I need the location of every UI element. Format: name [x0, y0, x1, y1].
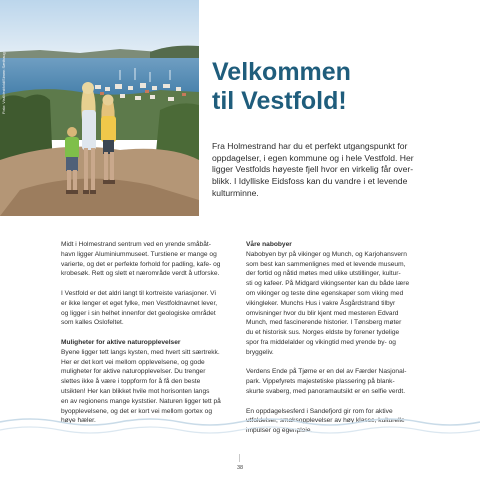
text-line: muligheter for aktive naturopplevelser. Du trenger — [61, 368, 206, 376]
text-line: havn ligger Aluminiummuseet. Turstiene er mange og — [61, 250, 217, 258]
title-line: til Vestfold! — [212, 87, 347, 115]
wave-line — [0, 419, 480, 425]
intro-line: kulturminne. — [212, 187, 259, 198]
text-line: omvisninger hvor du blir kjent med mesteren Edvard — [246, 309, 399, 317]
text-line: vikingleker. Munchs Hus i vakre Åsgårdstrand tilbyr — [246, 299, 396, 307]
text-line: og ligger i sin helhet innenfor det geologiske området — [61, 309, 216, 317]
text-line: utfoldelser, smaksopplevelser av høy klasse, kulturelle — [246, 417, 405, 425]
page-number: 38 — [236, 465, 244, 471]
photo-credit: Foto: VisitVestfold/Simen Sæthaug — [1, 52, 6, 114]
text-line: utsikten! Her kan blikket hvile mot horisonten langs — [61, 387, 210, 395]
text-line: Munch, med fascinerende historier. I Tønsberg møter — [246, 319, 402, 327]
section-heading: Våre nabobyer — [246, 241, 292, 248]
text-line: som kalles Oslofeltet. — [61, 319, 124, 327]
intro-line: oppdagelser, i egen kommune og i hele Vestfold. Her — [212, 152, 414, 163]
intro-line: ligger Vestfolds høyeste fjell hvor en virkelig får over- — [212, 164, 414, 175]
text-line: spor fra middelalder og vikingtid med yrende by- og — [246, 338, 396, 346]
page-title — [212, 58, 462, 116]
text-line: Byene ligger tett langs kysten, med hvert sitt særtrekk. — [61, 348, 220, 356]
paragraph — [61, 240, 233, 279]
text-line: høye hæler. — [61, 417, 96, 425]
text-line: som best kan sammenlignes med et levende museum, — [246, 260, 406, 268]
text-line: krobesøk. Rett og slett et nærområde verdt å utforske. — [61, 270, 220, 278]
section-heading: Muligheter for aktive naturopplevelser — [61, 338, 181, 346]
text-line: du et historisk sus. Norges eldste by forener tydelige — [246, 329, 400, 337]
intro-line: blikk. I Idylliske Eidsfoss kan du vandre i et levende — [212, 176, 408, 187]
text-line: I Vestfold er det aldri langt til kortreiste variasjoner. Vi — [61, 289, 216, 297]
paragraph — [61, 289, 233, 328]
paragraph — [246, 240, 422, 358]
text-line: En oppdagelsesferd i Sandefjord gir rom for aktive — [246, 407, 393, 415]
text-line: om vikinger og teste dine egenskaper som viking med — [246, 289, 404, 297]
text-line: byopplevelsene, og det er kort vei mellom gortex og — [61, 407, 213, 415]
decorative-waves — [0, 410, 480, 440]
intro-line: Fra Holmestrand har du et perfekt utgangspunkt for — [212, 141, 408, 151]
text-line: en av regionens mange kyststier. Naturen ligger tett på — [61, 397, 221, 405]
title-line: Velkommen — [212, 58, 351, 86]
text-line: Verdens Ende på Tjøme er en del av Færder Nasjonal- — [246, 368, 407, 376]
paragraph — [246, 367, 422, 396]
hero-photo — [0, 0, 199, 216]
text-line: impulser og egenpleie. — [246, 427, 313, 435]
wave-line — [0, 427, 480, 433]
text-line: Midt i Holmestrand sentrum ved en yrende småbåt- — [61, 241, 211, 248]
text-line: Nabobyen byr på vikinger og Munch, og Karjohansvern — [246, 250, 407, 258]
text-line: Her er det kort vei mellom opplevelsene, og gode — [61, 358, 205, 366]
left-column — [61, 240, 233, 436]
intro-paragraph — [212, 141, 474, 200]
text-line: varierte, og det er perfekte forhold for padling, kafe- og — [61, 260, 221, 268]
text-line: park. Vippefyrets majestetiske plassering på blank- — [246, 378, 395, 386]
text-line: bryggeliv. — [246, 348, 274, 356]
text-line: der fortid og nåtid møtes med ulike utstillinger, kultur- — [246, 270, 401, 278]
text-line: skurte svaberg, med panoramautsikt er en selfie verdt. — [246, 387, 406, 395]
text-line: slettes ikke å være i toppform for å få den beste — [61, 378, 201, 386]
hero-photo-illustration — [0, 0, 199, 216]
page-number-rule — [239, 454, 240, 462]
text-line: er ikke lenger et eget fylke, men Vestfoldnavnet lever, — [61, 299, 218, 307]
text-line: sti og kafeer. På Midgard vikingsenter kan du både lære — [246, 280, 410, 288]
